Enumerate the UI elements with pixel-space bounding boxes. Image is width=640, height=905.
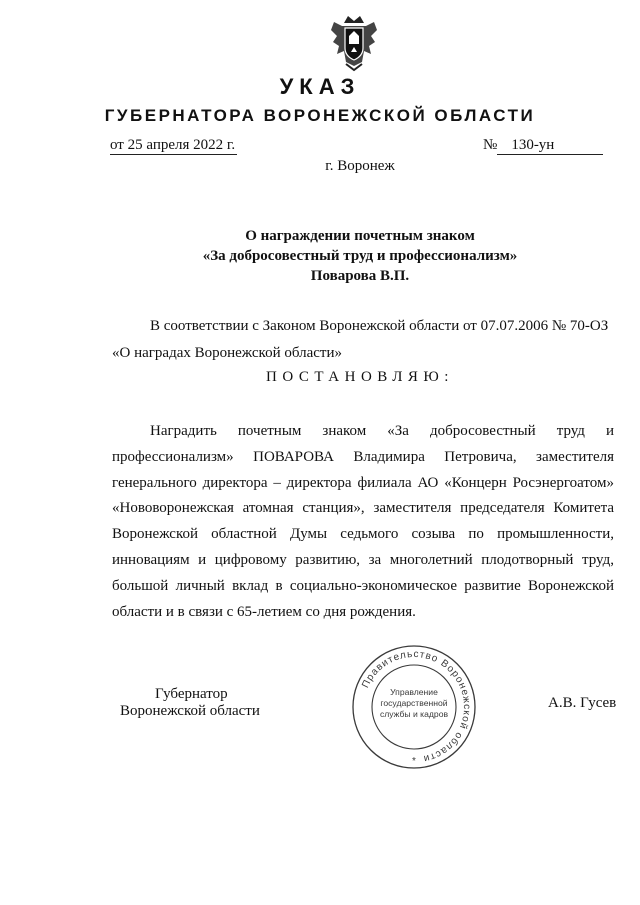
- subject-line: О награждении почетным знаком: [245, 228, 475, 244]
- document-city: г. Воронеж: [325, 158, 395, 174]
- document-number: [483, 137, 603, 155]
- body-line: профессионализм» ПОВАРОВА Владимира Петровича, заместителя: [112, 449, 614, 465]
- official-stamp: [350, 643, 478, 771]
- coat-of-arms-icon: [330, 14, 378, 72]
- stamp-outer-text: Правительство Воронежской области: [360, 648, 473, 765]
- signer-name: А.В. Гусев: [548, 695, 617, 711]
- body-line: области и в связи с 65-летием со дня рождения.: [112, 604, 416, 620]
- signer-position: Губернатор: [155, 686, 228, 702]
- number-prefix: №: [483, 137, 498, 153]
- body-line: инновациям и цифровому развитию, за многолетний плодотворный труд,: [112, 552, 614, 568]
- stamp-star: *: [412, 756, 416, 767]
- document-subtitle: ГУБЕРНАТОРА ВОРОНЕЖСКОЙ ОБЛАСТИ: [104, 106, 536, 125]
- subject-line: «За добросовестный труд и профессионализм»: [202, 248, 518, 264]
- stamp-inner-line: государственной: [380, 698, 448, 708]
- body-line: большой личный вклад в социально-экономическое развитие Воронежской: [112, 578, 614, 594]
- decree-word: ПОСТАНОВЛЯЮ:: [266, 369, 454, 385]
- preamble-line: «О наградах Воронежской области»: [112, 345, 343, 361]
- preamble-line: В соответствии с Законом Воронежской области от 07.07.2006 № 70-ОЗ: [150, 318, 609, 334]
- subject-line: Поварова В.П.: [310, 268, 410, 284]
- stamp-inner-line: службы и кадров: [379, 709, 449, 719]
- body-line: Воронежской областной Думы седьмого созыва по промышленности,: [112, 526, 614, 542]
- body-line: Наградить почетным знаком «За добросовестный труд и: [150, 423, 614, 439]
- stamp-inner-line: Управление: [390, 687, 438, 697]
- number-value: 130-ун: [497, 137, 603, 155]
- signer-position: Воронежской области: [120, 703, 260, 719]
- body-line: генерального директора – директора филиала АО «Концерн Росэнергоатом»: [112, 475, 614, 491]
- document-title: УКАЗ: [279, 74, 361, 99]
- document-date: от 25 апреля 2022 г.: [110, 137, 236, 153]
- body-line: «Нововоронежская атомная станция», заместителя председателя Комитета: [112, 500, 614, 516]
